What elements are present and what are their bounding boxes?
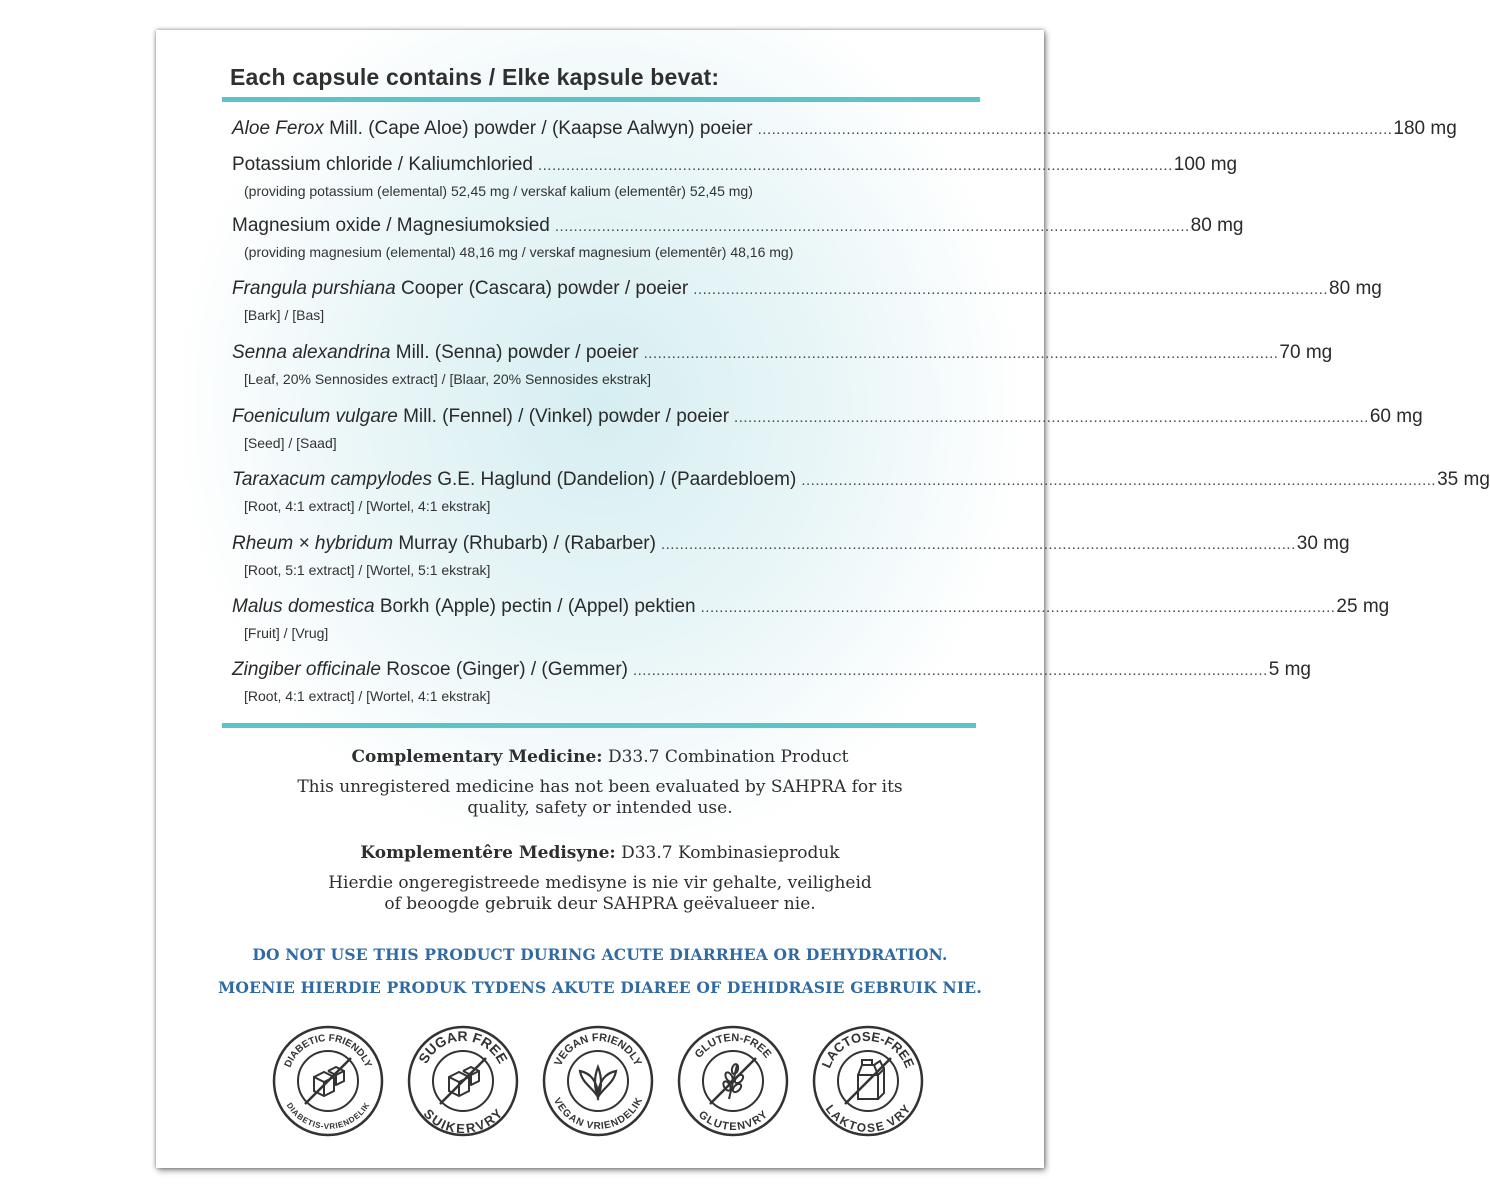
badge-top-text: SUGAR FREE [415, 1027, 511, 1067]
leader-dots: ........................................................................................................................................ [693, 281, 1329, 298]
ingredient-row [232, 533, 1350, 579]
ingredient-row [232, 596, 1390, 642]
badge-bottom-text: GLUTENVRY [695, 1108, 771, 1134]
ingredient-name: Foeniculum vulgare Mill. (Fennel) / (Vinkel) powder / poeier [232, 406, 730, 427]
ingredient-note: [Root, 4:1 extract] / [Wortel, 4:1 ekstrak] [244, 498, 491, 514]
ingredient-note: [Fruit] / [Vrug] [244, 625, 329, 641]
ingredient-row [232, 659, 1311, 705]
disclaimer-line: quality, safety or intended use. [467, 798, 733, 818]
ingredient-note: (providing potassium (elemental) 52,45 mg / verskaf kalium (elementêr) 52,45 mg) [244, 183, 753, 199]
ingredient-name: Aloe Ferox Mill. (Cape Aloe) powder / (Kaapse Aalwyn) poeier [232, 118, 753, 139]
ingredient-row [232, 406, 1423, 452]
badge-bottom-text: VEGAN VRIENDELIK [550, 1096, 646, 1133]
ingredient-amount: 60 mg [1369, 406, 1423, 427]
badge-bottom-text: DIABETIS-VRIENDELIK [285, 1100, 371, 1131]
leader-dots: ........................................................................................................................................ [660, 536, 1296, 553]
badge-bottom-text: LAKTOSE VRY [822, 1102, 914, 1135]
ingredient-row [232, 154, 1238, 200]
ingredient-name: Magnesium oxide / Magnesiumoksied [232, 215, 550, 236]
ingredient-name: Rheum × hybridum Murray (Rhubarb) / (Rabarber) [232, 533, 656, 554]
disclaimer-line: This unregistered medicine has not been evaluated by SAHPRA for its [297, 777, 903, 797]
badge-top-text: DIABETIC FRIENDLY [282, 1032, 374, 1070]
ingredient-amount: 35 mg [1437, 469, 1490, 490]
leader-dots: ........................................................................................................................................ [537, 157, 1173, 174]
ingredient-name: Zingiber officinale Roscoe (Ginger) / (Gemmer) [232, 659, 628, 680]
ingredient-amount: 30 mg [1296, 533, 1350, 554]
ingredient-row [232, 469, 1490, 515]
ingredient-amount: 80 mg [1190, 215, 1244, 236]
ingredient-amount: 100 mg [1173, 154, 1238, 175]
ingredient-amount: 70 mg [1279, 342, 1333, 363]
badge-top-text: VEGAN FRIENDLY [552, 1031, 644, 1068]
leader-dots: ........................................................................................................................................ [554, 218, 1190, 235]
vegan-friendly-badge [542, 1025, 654, 1137]
diabetic-friendly-badge [272, 1025, 384, 1137]
badge-top-text: GLUTEN-FREE [692, 1031, 774, 1061]
ingredient-note: (providing magnesium (elemental) 48,16 mg / verskaf magnesium (elementêr) 48,16 mg) [244, 244, 794, 260]
leader-dots: ........................................................................................................................................ [643, 345, 1279, 362]
ingredient-row [232, 278, 1382, 324]
disclaimer-english [156, 746, 1044, 819]
disclaimer-value: D33.7 Combination Product [602, 747, 849, 767]
ingredient-row [232, 342, 1333, 388]
ingredient-note: [Leaf, 20% Sennosides extract] / [Blaar, 20% Sennosides ekstrak] [244, 371, 652, 387]
ingredient-name: Frangula purshiana Cooper (Cascara) powder / poeier [232, 278, 689, 299]
badge-top-text: LACTOSE-FREE [818, 1028, 918, 1071]
ingredient-amount: 5 mg [1268, 659, 1311, 680]
disclaimer-line: Hierdie ongeregistreede medisyne is nie vir gehalte, veiligheid [328, 873, 872, 893]
ingredient-row [232, 118, 1457, 141]
warning-english: DO NOT USE THIS PRODUCT DURING ACUTE DIARRHEA OR DEHYDRATION. [252, 945, 948, 964]
bottom-divider [222, 723, 976, 728]
ingredient-name: Senna alexandrina Mill. (Senna) powder / poeier [232, 342, 639, 363]
disclaimer-value: D33.7 Kombinasieproduk [615, 843, 840, 863]
ingredient-name: Taraxacum campylodes G.E. Haglund (Dandelion) / (Paardebloem) [232, 469, 797, 490]
ingredient-note: [Root, 5:1 extract] / [Wortel, 5:1 ekstrak] [244, 562, 491, 578]
ingredient-amount: 25 mg [1336, 596, 1390, 617]
ingredients-heading: Each capsule contains / Elke kapsule bevat: [230, 64, 720, 90]
top-divider [222, 97, 980, 102]
lactose-free-badge [812, 1025, 924, 1137]
ingredient-note: [Root, 4:1 extract] / [Wortel, 4:1 ekstrak] [244, 688, 491, 704]
warning-afrikaans: MOENIE HIERDIE PRODUK TYDENS AKUTE DIAREE OF DEHIDRASIE GEBRUIK NIE. [218, 978, 982, 997]
ingredient-amount: 80 mg [1329, 278, 1382, 299]
leader-dots: ........................................................................................................................................ [632, 662, 1268, 679]
leader-dots: ........................................................................................................................................ [801, 472, 1437, 489]
badge-bottom-text: SUIKERVRY [421, 1105, 505, 1136]
ingredient-note: [Seed] / [Saad] [244, 435, 337, 451]
leader-dots: ........................................................................................................................................ [700, 599, 1336, 616]
disclaimer-afrikaans [156, 842, 1044, 915]
disclaimer-label: Komplementêre Medisyne: [360, 843, 616, 863]
ingredient-row [232, 215, 1244, 261]
disclaimer-label: Complementary Medicine: [351, 747, 603, 767]
disclaimer-line: of beoogde gebruik deur SAHPRA geëvalueer nie. [384, 894, 816, 914]
sugar-free-badge [407, 1025, 519, 1137]
ingredient-note: [Bark] / [Bas] [244, 307, 325, 323]
leader-dots: ........................................................................................................................................ [734, 409, 1369, 426]
ingredient-name: Malus domestica Borkh (Apple) pectin / (Appel) pektien [232, 596, 696, 617]
ingredient-amount: 180 mg [1393, 118, 1457, 139]
leader-dots: ........................................................................................................................................ [757, 121, 1393, 138]
ingredient-name: Potassium chloride / Kaliumchloried [232, 154, 533, 175]
gluten-free-badge [677, 1025, 789, 1137]
